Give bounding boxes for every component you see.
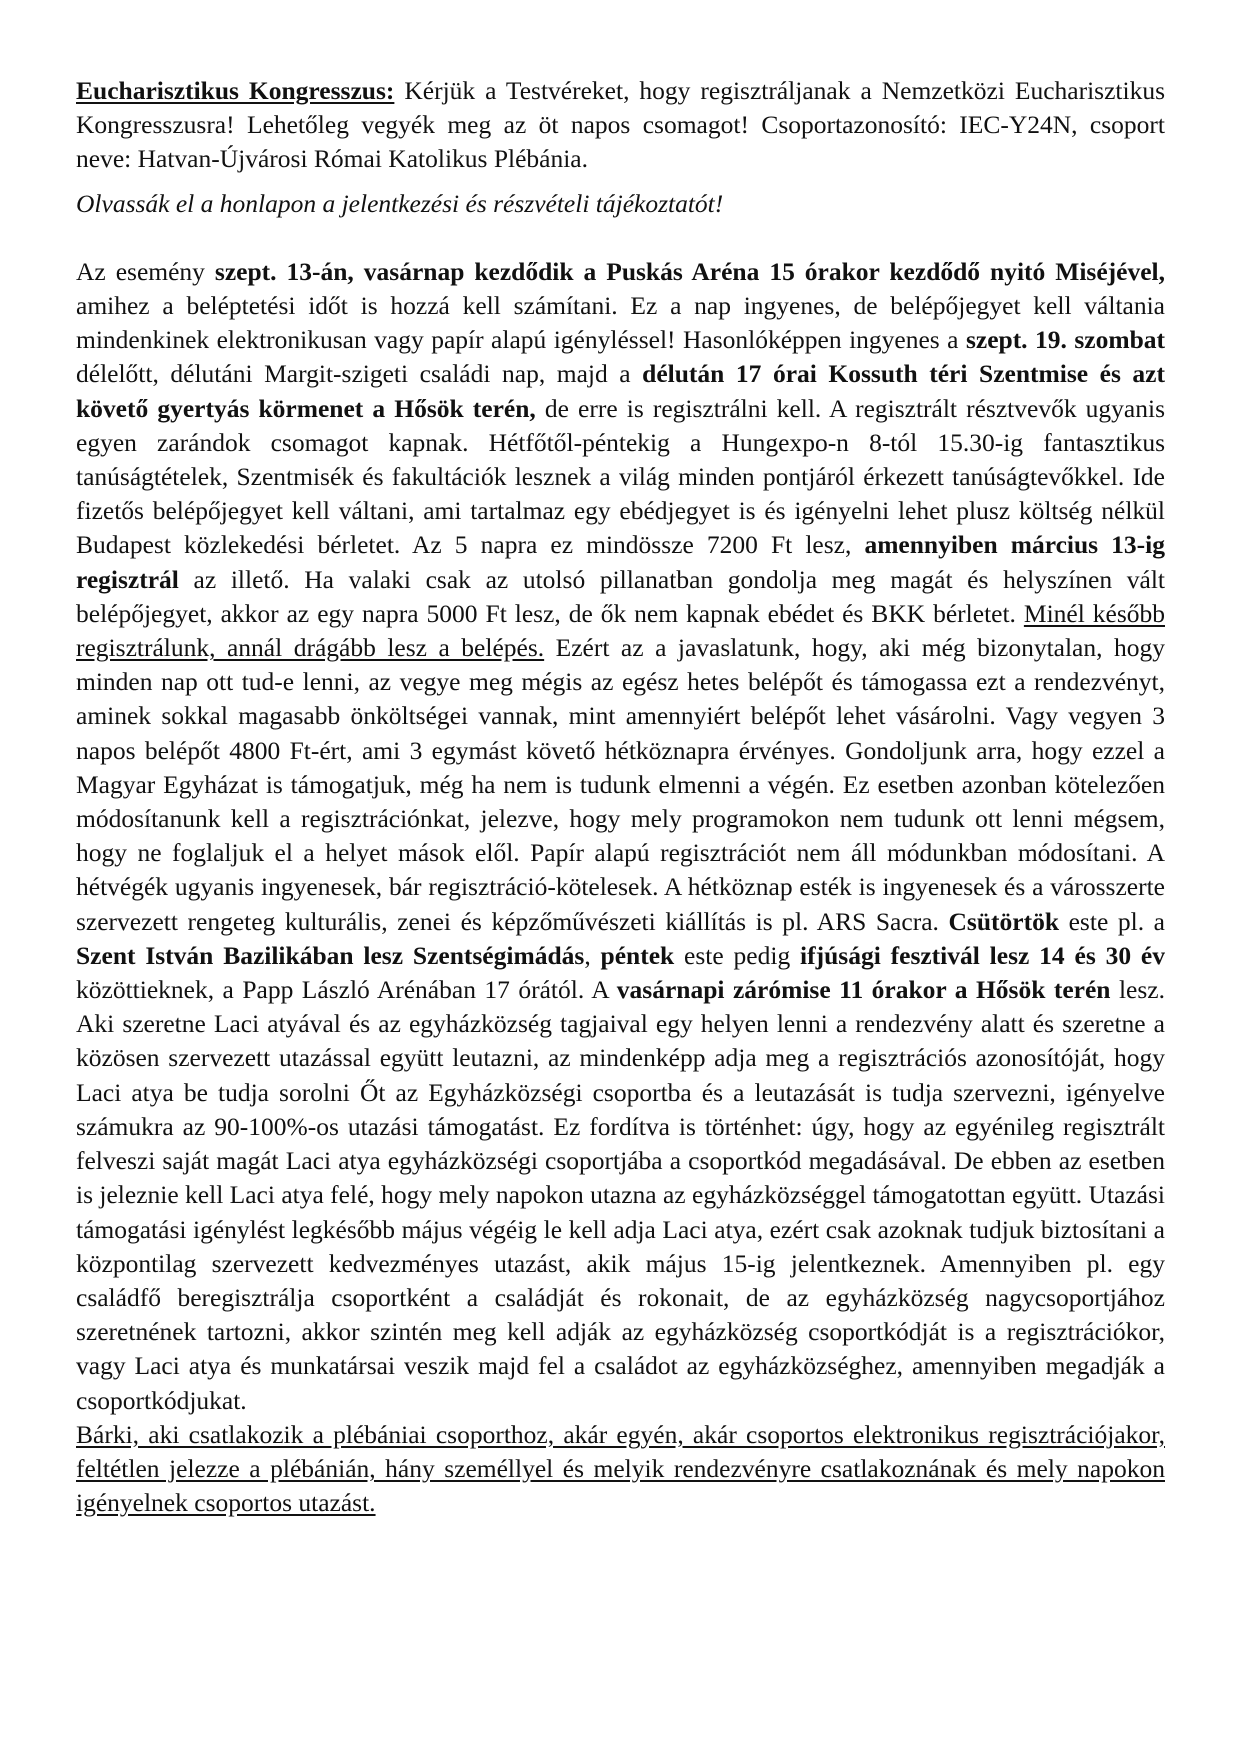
text-run: este pl. a bbox=[1059, 906, 1165, 936]
saturday-date-highlight: szept. 19. szombat bbox=[965, 325, 1166, 355]
text-run: délelőtt, délutáni Margit-szigeti családi nap, majd a bbox=[76, 359, 643, 389]
text-run: az illető. Ha valaki csak az utolsó pillanatban gondolja meg magát és helyszínen vált belépőjegyet, akkor az egy napra 5000 Ft lesz, de ők nem kapnak ebédet és BKK bérletet. bbox=[76, 564, 1165, 628]
kossuth-mass-highlight: délután 17 órai Kossuth téri Szentmise és azt követő gyertyás körmenet a Hősök terén, bbox=[76, 359, 1165, 423]
document-page bbox=[76, 74, 1165, 1520]
price-warning-underlined: Minél később regisztrálunk, annál drágább lesz a belépés. bbox=[76, 598, 1165, 663]
text-run: , bbox=[584, 940, 601, 970]
registration-deadline-highlight: amennyiben március 13-ig regisztrál bbox=[76, 530, 1166, 594]
congress-heading: Eucharisztikus Kongresszus: bbox=[76, 76, 395, 105]
text-run: de erre is regisztrálni kell. A regisztrált résztvevők ugyanis egyen zarándok csomagot kapnak. Hétfőtől-péntekig a Hungexpo-n 8-tól 15.30-ig fantasztikus tanúságtételek, Szentmisék és fakultációk lesznek a világ minden pontjáról érkezett tanúságtevőkkel. Ide fizetős belépőjegyet kell váltani, ami tartalmaz egy ebédjegyet is és igényelni lehet plusz költség nélkül Budapest közlekedési bérletet. Az 5 napra ez mindössze 7200 Ft lesz, bbox=[76, 393, 1165, 560]
text-run: Ezért az a javaslatunk, hogy, aki még bizonytalan, hogy minden nap ott tud-e lenni, az vegye meg mégis az egész hetes belépőt és támogassa ezt a rendezvényt, aminek sokkal magasabb önköltségei vannak, mint amennyiért belépőt lehet vásárolni. Vagy vegyen 3 napos belépőt 4800 Ft-ért, ami 3 egymást követő hétköznapra érvényes. Gondoljunk arra, hogy ezzel a Magyar Egyházat is támogatjuk, még ha nem is tudunk elmenni a végén. Ez esetben azonban kötelezően módosítanunk kell a regisztrációnkat, jelezve, hogy mely programokon nem tudunk ott lenni mégsem, hogy ne foglaljuk el a helyet mások elől. Papír alapú regisztrációt nem áll módunkban módosítani. A hétvégék ugyanis ingyenesek, bár regisztráció-kötelesek. A hétköznap esték is ingyenesek és a városszerte szervezett rengeteg kulturális, zenei és képzőművészeti kiállítás is pl. ARS Sacra. bbox=[76, 633, 1165, 936]
main-paragraph bbox=[76, 255, 1165, 1418]
closing-underlined-paragraph: Bárki, aki csatlakozik a plébániai csoporthoz, akár egyén, akár csoportos elektronikus regisztrációjakor, feltétlen jelezze a plébánián, hány személlyel és melyik rendezvényre csatlakoznának és mely napokon igényelnek csoportos utazást. bbox=[76, 1419, 1165, 1518]
youth-festival-highlight: ifjúsági fesztivál lesz 14 és 30 év bbox=[800, 940, 1165, 970]
text-run: amihez a beléptetési időt is hozzá kell számítani. Ez a nap ingyenes, de belépőjegyet kell váltania mindenkinek elektronikusan vagy papír alapú igényléssel! Hasonlóképpen ingyenes a bbox=[76, 291, 1165, 355]
friday-highlight: péntek bbox=[600, 940, 675, 970]
text-run: közöttieknek, a Papp László Arénában 17 órától. A bbox=[76, 975, 617, 1005]
closing-mass-highlight: vasárnapi zárómise 11 órakor a Hősök terén bbox=[616, 975, 1111, 1005]
read-note: Olvassák el a honlapon a jelentkezési és részvételi tájékoztatót! bbox=[76, 188, 724, 218]
opening-mass-highlight: szept. 13-án, vasárnap kezdődik a Puskás Aréna 15 órakor kezdődő nyitó Miséjével, bbox=[214, 256, 1165, 286]
congress-paragraph bbox=[76, 74, 1165, 177]
text-run: este pedig bbox=[674, 940, 801, 970]
thursday-highlight: Csütörtök bbox=[948, 906, 1060, 936]
text-run: lesz. Aki szeretne Laci atyával és az egyházközség tagjaival egy helyen lenni a rendezvény alatt és szeretne a közösen szervezett utazással együtt leutazni, az mindenképp adja meg a regisztrációs azonosítóját, hogy Laci atya be tudja sorolni Őt az Egyházközségi csoportba és a leutazását is tudja szervezni, igényelve számukra az 90-100%-os utazási támogatást. Ez fordítva is történhet: úgy, hogy az egyénileg regisztrált felveszi saját magát Laci atya egyházközségi csoportjába a csoportkód megadásával. De ebben az esetben is jeleznie kell Laci atya felé, hogy mely napokon utazna az egyházközséggel támogatottan együtt. Utazási támogatási igénylést legkésőbb május végéig le kell adja Laci atya, ezért csak azoknak tudjuk biztosítani a központilag szervezett kedvezményes utazást, akik május 15-ig jelentkeznek. Amennyiben pl. egy családfő beregisztrálja csoportként a családját és rokonait, de az egyházközség nagycsoportjához szeretnének tartozni, akkor szintén meg kell adják az egyházközség csoportkódját is a regisztrációkor, vagy Laci atya és munkatársai veszik majd fel a családot az egyházközséghez, amennyiben megadják a csoportkódjukat. bbox=[76, 975, 1165, 1415]
text-run: Az esemény bbox=[76, 256, 215, 286]
congress-intro: Kérjük a Testvéreket, hogy regisztráljanak a Nemzetközi Eucharisztikus Kongresszusra! Lehetőleg vegyék meg az öt napos csomagot! Csoportazonosító: IEC-Y24N, csoport neve: Hatvan-Újvárosi Római Katolikus Plébánia. bbox=[76, 76, 1165, 174]
basilica-highlight: Szent István Bazilikában lesz Szentségimádás bbox=[76, 940, 585, 970]
